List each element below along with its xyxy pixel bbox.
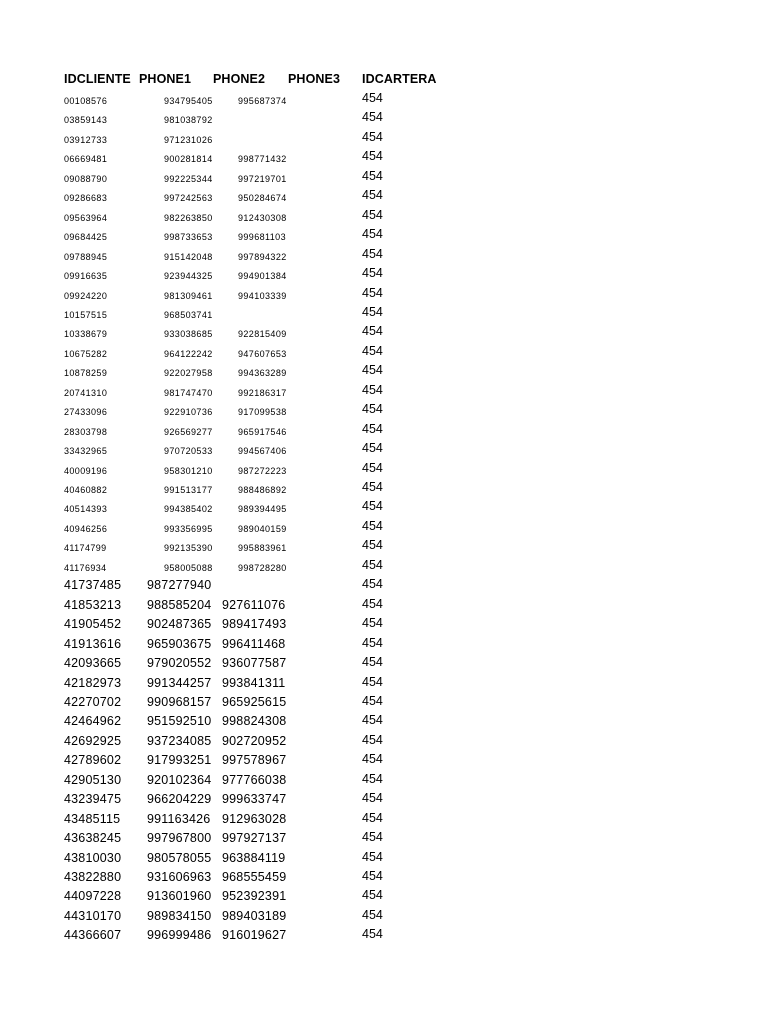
cell-idcliente: 43485115 <box>64 811 121 826</box>
cell-phone1: 981747470 <box>164 387 213 398</box>
table-row <box>0 675 768 695</box>
table-row <box>0 558 768 578</box>
table-row <box>0 286 768 306</box>
cell-phone2: 917099538 <box>238 407 287 418</box>
table-row <box>0 850 768 870</box>
cell-idcartera: 454 <box>362 791 383 806</box>
cell-phone1: 934795405 <box>164 96 213 106</box>
cell-idcartera: 454 <box>362 382 383 397</box>
cell-phone1: 998733653 <box>164 232 213 243</box>
table-row <box>0 636 768 656</box>
cell-idcartera: 454 <box>362 188 383 203</box>
table-row <box>0 402 768 422</box>
cell-idcliente: 43810030 <box>64 850 122 865</box>
table-row <box>0 752 768 772</box>
table-row <box>0 247 768 267</box>
cell-idcartera: 454 <box>362 324 383 339</box>
cell-idcliente: 10338679 <box>64 329 108 340</box>
cell-phone2: 989040159 <box>238 523 287 534</box>
table-row <box>0 694 768 714</box>
cell-idcartera: 454 <box>362 518 383 533</box>
cell-idcliente: 42905130 <box>64 772 122 787</box>
cell-phone2: 998824308 <box>222 714 287 729</box>
cell-idcliente: 10878259 <box>64 368 108 379</box>
cell-phone2: 997927137 <box>222 831 287 846</box>
cell-idcartera: 454 <box>362 421 383 436</box>
cell-idcliente: 44097228 <box>64 889 122 904</box>
table-row <box>0 927 768 947</box>
cell-phone1: 987277940 <box>147 578 212 593</box>
cell-idcliente: 42093665 <box>64 656 122 671</box>
cell-idcliente: 40514393 <box>64 504 108 515</box>
cell-idcliente: 03912733 <box>64 134 108 145</box>
cell-phone1: 958301210 <box>164 465 213 476</box>
cell-phone1: 931606963 <box>147 870 212 884</box>
cell-idcliente: 09916635 <box>64 271 108 282</box>
cell-phone1: 913601960 <box>147 889 212 904</box>
table-row <box>0 324 768 344</box>
cell-idcartera: 454 <box>362 441 383 456</box>
table-row <box>0 830 768 850</box>
cell-idcartera: 454 <box>362 246 383 261</box>
cell-phone2: 936077587 <box>222 656 287 671</box>
header-idcliente: IDCLIENTE <box>64 72 131 86</box>
table-row <box>0 577 768 597</box>
cell-phone2: 965917546 <box>238 426 287 437</box>
cell-idcliente: 03859143 <box>64 115 108 126</box>
table-row <box>0 733 768 753</box>
table-row <box>0 266 768 286</box>
cell-phone2: 994567406 <box>238 446 287 457</box>
table-row <box>0 422 768 442</box>
cell-phone1: 971231026 <box>164 134 213 145</box>
cell-phone2: 999681103 <box>238 232 286 243</box>
cell-idcliente: 10675282 <box>64 348 108 359</box>
table-row <box>0 655 768 675</box>
cell-phone2: 963884119 <box>222 850 286 865</box>
table-row <box>0 344 768 364</box>
cell-idcartera: 454 <box>362 538 383 553</box>
cell-phone2: 989403189 <box>222 908 287 923</box>
header-phone1: PHONE1 <box>139 72 192 86</box>
cell-phone1: 994385402 <box>164 504 213 515</box>
cell-phone2: 952392391 <box>222 889 287 904</box>
cell-idcartera: 454 <box>362 849 383 864</box>
table-row <box>0 149 768 169</box>
cell-phone1: 996999486 <box>147 928 212 943</box>
cell-idcartera: 454 <box>362 207 383 222</box>
cell-idcliente: 09563964 <box>64 212 108 223</box>
cell-idcliente: 44310170 <box>64 908 122 923</box>
cell-idcartera: 454 <box>362 693 383 708</box>
cell-idcliente: 41176934 <box>64 562 107 573</box>
cell-idcartera: 454 <box>362 752 383 767</box>
cell-phone2: 995883961 <box>238 543 287 554</box>
cell-phone2: 997578967 <box>222 753 287 768</box>
cell-phone2: 997894322 <box>238 251 287 262</box>
cell-idcliente: 40009196 <box>64 465 108 476</box>
cell-idcliente: 06669481 <box>64 154 108 165</box>
cell-idcliente: 09286683 <box>64 193 108 204</box>
cell-idcartera: 454 <box>362 363 383 378</box>
cell-phone2: 912963028 <box>222 811 287 826</box>
cell-phone1: 920102364 <box>147 772 212 787</box>
cell-phone1: 915142048 <box>164 251 213 262</box>
cell-idcartera: 454 <box>362 830 383 845</box>
cell-phone2: 994103339 <box>238 290 287 301</box>
cell-idcliente: 42182973 <box>64 675 122 690</box>
cell-phone1: 981038792 <box>164 115 213 126</box>
table-row <box>0 227 768 247</box>
table-row <box>0 441 768 461</box>
cell-phone1: 992135390 <box>164 543 213 554</box>
cell-idcartera: 454 <box>362 888 383 903</box>
table-row <box>0 713 768 733</box>
cell-phone2: 968555459 <box>222 870 287 884</box>
cell-phone1: 937234085 <box>147 733 212 748</box>
cell-idcliente: 20741310 <box>64 387 108 398</box>
cell-idcliente: 10157515 <box>64 309 108 320</box>
cell-idcartera: 454 <box>362 927 383 942</box>
cell-phone1: 922027958 <box>164 368 213 379</box>
cell-phone1: 979020552 <box>147 656 212 671</box>
cell-idcliente: 09788945 <box>64 251 108 262</box>
cell-idcartera: 454 <box>362 596 383 611</box>
cell-idcartera: 454 <box>362 266 383 281</box>
cell-phone2: 988486892 <box>238 485 287 495</box>
cell-phone2: 993841311 <box>222 675 286 690</box>
cell-idcartera: 454 <box>362 110 383 125</box>
cell-phone1: 980578055 <box>147 850 212 865</box>
cell-phone1: 968503741 <box>164 309 213 320</box>
cell-idcartera: 454 <box>362 869 383 883</box>
cell-phone2: 994363289 <box>238 368 287 379</box>
cell-idcliente: 09684425 <box>64 232 108 243</box>
cell-idcliente: 40946256 <box>64 523 108 534</box>
cell-phone1: 997242563 <box>164 193 213 204</box>
cell-phone1: 981309461 <box>164 290 213 301</box>
table-row <box>0 363 768 383</box>
cell-idcliente: 43239475 <box>64 792 122 807</box>
cell-idcliente: 00108576 <box>64 96 108 106</box>
cell-idcliente: 43638245 <box>64 831 122 846</box>
cell-phone1: 902487365 <box>147 617 212 632</box>
cell-idcartera: 454 <box>362 577 383 592</box>
cell-idcartera: 454 <box>362 460 383 475</box>
cell-phone2: 992186317 <box>238 387 287 398</box>
cell-idcartera: 454 <box>362 499 383 514</box>
table-row <box>0 499 768 519</box>
cell-phone1: 982263850 <box>164 212 213 223</box>
cell-idcartera: 454 <box>362 713 383 728</box>
table-row <box>0 888 768 908</box>
cell-phone1: 964122242 <box>164 348 213 359</box>
cell-phone1: 970720533 <box>164 446 213 457</box>
table-row <box>0 110 768 130</box>
cell-phone1: 951592510 <box>147 714 212 729</box>
cell-idcliente: 42464962 <box>64 714 122 729</box>
cell-idcartera: 454 <box>362 285 383 300</box>
table-row <box>0 305 768 325</box>
table-row <box>0 869 768 889</box>
table-row <box>0 538 768 558</box>
table-row <box>0 130 768 150</box>
cell-idcartera: 454 <box>362 343 383 358</box>
cell-phone1: 958005088 <box>164 562 213 573</box>
table-row <box>0 908 768 928</box>
cell-phone1: 991344257 <box>147 675 212 690</box>
cell-idcliente: 42692925 <box>64 733 122 748</box>
cell-idcartera: 454 <box>362 616 383 631</box>
table-row <box>0 616 768 636</box>
table-row <box>0 461 768 481</box>
cell-idcliente: 09924220 <box>64 290 108 301</box>
cell-phone1: 922910736 <box>164 407 213 418</box>
cell-idcliente: 40460882 <box>64 485 108 495</box>
cell-idcliente: 42789602 <box>64 753 122 768</box>
cell-phone1: 926569277 <box>164 426 213 437</box>
cell-phone2: 987272223 <box>238 465 287 476</box>
cell-idcliente: 43822880 <box>64 870 122 884</box>
table-row <box>0 383 768 403</box>
cell-phone2: 999633747 <box>222 792 287 807</box>
cell-phone2: 998728280 <box>238 562 287 573</box>
cell-idcartera: 454 <box>362 168 383 183</box>
cell-phone1: 988585204 <box>147 597 212 612</box>
cell-phone2: 902720952 <box>222 733 287 748</box>
table-row <box>0 811 768 831</box>
cell-phone1: 993356995 <box>164 523 213 534</box>
cell-phone1: 965903675 <box>147 636 212 651</box>
cell-idcliente: 41174799 <box>64 543 107 554</box>
cell-phone1: 991163426 <box>147 811 211 826</box>
cell-idcliente: 27433096 <box>64 407 108 418</box>
cell-idcartera: 454 <box>362 771 383 786</box>
table-row <box>0 772 768 792</box>
cell-phone2: 912430308 <box>238 212 287 223</box>
cell-phone2: 947607653 <box>238 348 287 359</box>
cell-idcliente: 33432965 <box>64 446 108 457</box>
table-row <box>0 208 768 228</box>
table-row <box>0 480 768 500</box>
cell-phone2: 994901384 <box>238 271 287 282</box>
cell-phone1: 997967800 <box>147 831 212 846</box>
cell-idcartera: 454 <box>362 557 383 572</box>
header-phone3: PHONE3 <box>288 72 341 86</box>
header-idcartera: IDCARTERA <box>362 72 437 86</box>
cell-idcartera: 454 <box>362 129 383 144</box>
cell-phone2: 950284674 <box>238 193 287 204</box>
cell-idcartera: 454 <box>362 732 383 747</box>
table-row <box>0 519 768 539</box>
cell-idcliente: 44366607 <box>64 928 122 943</box>
table-row <box>0 597 768 617</box>
cell-phone2: 996411468 <box>222 636 286 651</box>
cell-idcliente: 42270702 <box>64 694 122 709</box>
cell-idcartera: 454 <box>362 304 383 319</box>
cell-phone2: 965925615 <box>222 694 287 709</box>
table-row <box>0 91 768 111</box>
cell-phone1: 990968157 <box>147 694 212 709</box>
cell-idcartera: 454 <box>362 674 383 689</box>
cell-phone2: 927611076 <box>222 597 286 612</box>
cell-phone1: 989834150 <box>147 908 212 923</box>
table-row <box>0 791 768 811</box>
cell-idcliente: 41905452 <box>64 617 122 632</box>
cell-idcartera: 454 <box>362 655 383 670</box>
cell-phone2: 989417493 <box>222 617 287 632</box>
cell-idcartera: 454 <box>362 227 383 242</box>
table-row <box>0 169 768 189</box>
cell-idcartera: 454 <box>362 402 383 417</box>
cell-phone1: 923944325 <box>164 271 213 282</box>
cell-phone2: 998771432 <box>238 154 287 165</box>
cell-idcliente: 28303798 <box>64 426 108 437</box>
cell-idcartera: 454 <box>362 810 383 825</box>
cell-phone2: 989394495 <box>238 504 287 515</box>
cell-phone2: 977766038 <box>222 772 287 787</box>
cell-idcliente: 09088790 <box>64 173 108 184</box>
table-row <box>0 188 768 208</box>
cell-phone1: 992225344 <box>164 173 213 184</box>
cell-idcartera: 454 <box>362 149 383 164</box>
cell-idcliente: 41737485 <box>64 578 122 593</box>
cell-phone1: 966204229 <box>147 792 212 807</box>
cell-idcliente: 41853213 <box>64 597 122 612</box>
cell-idcartera: 454 <box>362 635 383 650</box>
cell-phone1: 900281814 <box>164 154 213 165</box>
cell-phone1: 917993251 <box>147 753 212 768</box>
cell-idcartera: 454 <box>362 907 383 922</box>
cell-phone1: 933038685 <box>164 329 213 340</box>
cell-idcartera: 454 <box>362 480 383 494</box>
cell-phone2: 922815409 <box>238 329 287 340</box>
cell-phone2: 995687374 <box>238 96 287 106</box>
cell-phone2: 997219701 <box>238 173 287 184</box>
header-phone2: PHONE2 <box>213 72 266 86</box>
cell-idcartera: 454 <box>362 91 383 105</box>
cell-phone2: 916019627 <box>222 928 287 943</box>
cell-phone1: 991513177 <box>164 485 213 495</box>
cell-idcliente: 41913616 <box>64 636 122 651</box>
